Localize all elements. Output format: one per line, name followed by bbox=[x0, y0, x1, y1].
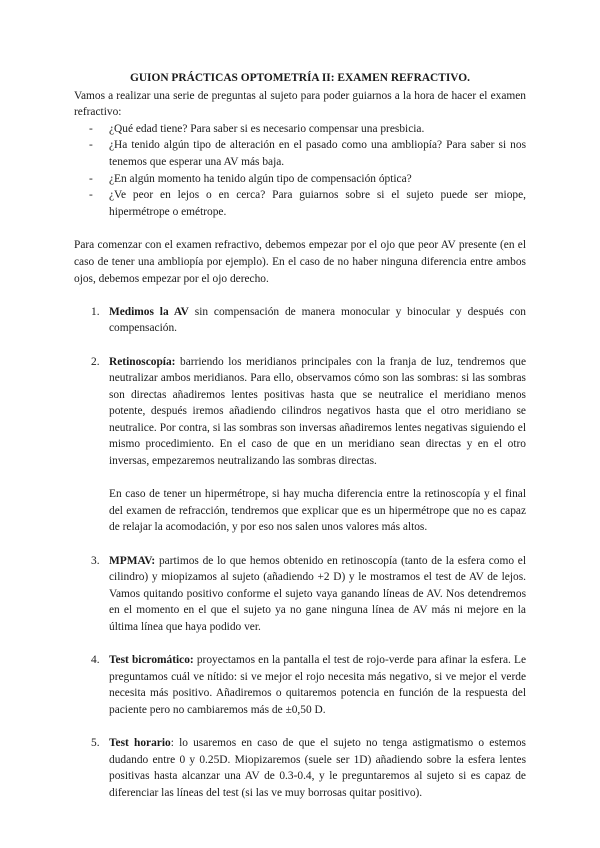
step-item bbox=[74, 652, 526, 718]
step-title: Test horario bbox=[109, 737, 171, 750]
question-item: - ¿En algún momento ha tenido algún tipo de compensación óptica? bbox=[74, 171, 526, 188]
step-title: Medimos la AV bbox=[109, 305, 189, 318]
step-item bbox=[74, 304, 526, 337]
step-title: Retinoscopía: bbox=[109, 355, 176, 368]
step-number: 4. bbox=[91, 654, 100, 667]
step-text: sin compensación de manera monocular y binocular y después con compensación. bbox=[109, 305, 526, 335]
step-item bbox=[74, 553, 526, 636]
step-extra-paragraph: En caso de tener un hipermétrope, si hay mucha diferencia entre la retinoscopía y el final del examen de refracción, tendremos que explicar que es un hipermétrope que no es capaz de relajar la acomodación, y por eso nos salen unos valores más altos. bbox=[109, 488, 526, 534]
step-title: Test bicromático: bbox=[109, 654, 194, 667]
step-text: barriendo los meridianos principales con la franja de luz, tendremos que neutralizar ambos meridianos. Para ello, observamos cómo son las sombras: si las sombras son directas añadiremos lentes positivas hasta que se neutralice el meridiano menos potente, después iremos añadiendo cilindros negativos hasta que el otro meridiano se neutralice. Por contra, si las sombras son inversas añadiremos lentes negativas siguiendo el mismo procedimiento. En el caso de que en un meridiano sean directas y en el otro inversas, empezaremos neutralizando las sombras directas. bbox=[109, 355, 526, 468]
document-title: GUION PRÁCTICAS OPTOMETRÍA II: EXAMEN REFRACTIVO. bbox=[129, 72, 471, 84]
step-title: MPMAV: bbox=[109, 554, 156, 567]
steps-list bbox=[74, 304, 526, 802]
step-number: 3. bbox=[91, 554, 100, 567]
step-text: proyectamos en la pantalla el test de rojo-verde para afinar la esfera. Le preguntamos cuál ve nítido: si ve mejor el rojo necesita más negativo, si ve mejor el verde necesita más positivo. Añadiremos o quitaremos potencia en función de la respuesta del paciente pero no cambiaremos más de ±0,50 D. bbox=[109, 654, 526, 716]
questions-list bbox=[74, 121, 526, 221]
step-number: 2. bbox=[91, 355, 100, 368]
step-number: 5. bbox=[91, 737, 100, 750]
step-text: : lo usaremos en caso de que el sujeto no tenga astigmatismo o estemos dudando entre 0 y 0.25D. Miopizaremos (suele ser 1D) añadiendo sobre la esfera lentes positivas hasta alcanzar una AV de 0.3-0.4, y le preguntaremos al sujeto si es capaz de diferenciar las líneas del test (si las ve muy borrosas quitar positivo). bbox=[109, 737, 526, 799]
procedure-paragraph: Para comenzar con el examen refractivo, debemos empezar por el ojo que peor AV presente (en el caso de tener una ambliopía por ejemplo). En el caso de no haber ninguna diferencia entre ambos ojos, debemos empezar por el ojo derecho. bbox=[74, 239, 526, 285]
question-item: - ¿Ve peor en lejos o en cerca? Para guiarnos sobre si el sujeto puede ser miope, hipermétrope o emétrope. bbox=[74, 187, 526, 220]
step-item bbox=[74, 354, 526, 537]
step-number: 1. bbox=[91, 305, 100, 318]
question-item: - ¿Qué edad tiene? Para saber si es necesario compensar una presbicia. bbox=[74, 121, 526, 138]
intro-paragraph: Vamos a realizar una serie de preguntas al sujeto para poder guiarnos a la hora de hacer el examen refractivo: bbox=[74, 89, 526, 119]
step-item bbox=[74, 735, 526, 801]
step-text: partimos de lo que hemos obtenido en retinoscopía (tanto de la esfera como el cilindro) y miopizamos al sujeto (añadiendo +2 D) y le mostramos el test de AV de lejos. Vamos quitando positivo conforme el sujeto vaya ganando líneas de AV. Nos detendremos en el momento en el que el sujeto ya no gane ninguna línea de AV más ni mejore en la última línea que haya podido ver. bbox=[109, 554, 526, 633]
question-item: - ¿Ha tenido algún tipo de alteración en el pasado como una ambliopía? Para saber si nos tenemos que esperar una AV más baja. bbox=[74, 137, 526, 170]
